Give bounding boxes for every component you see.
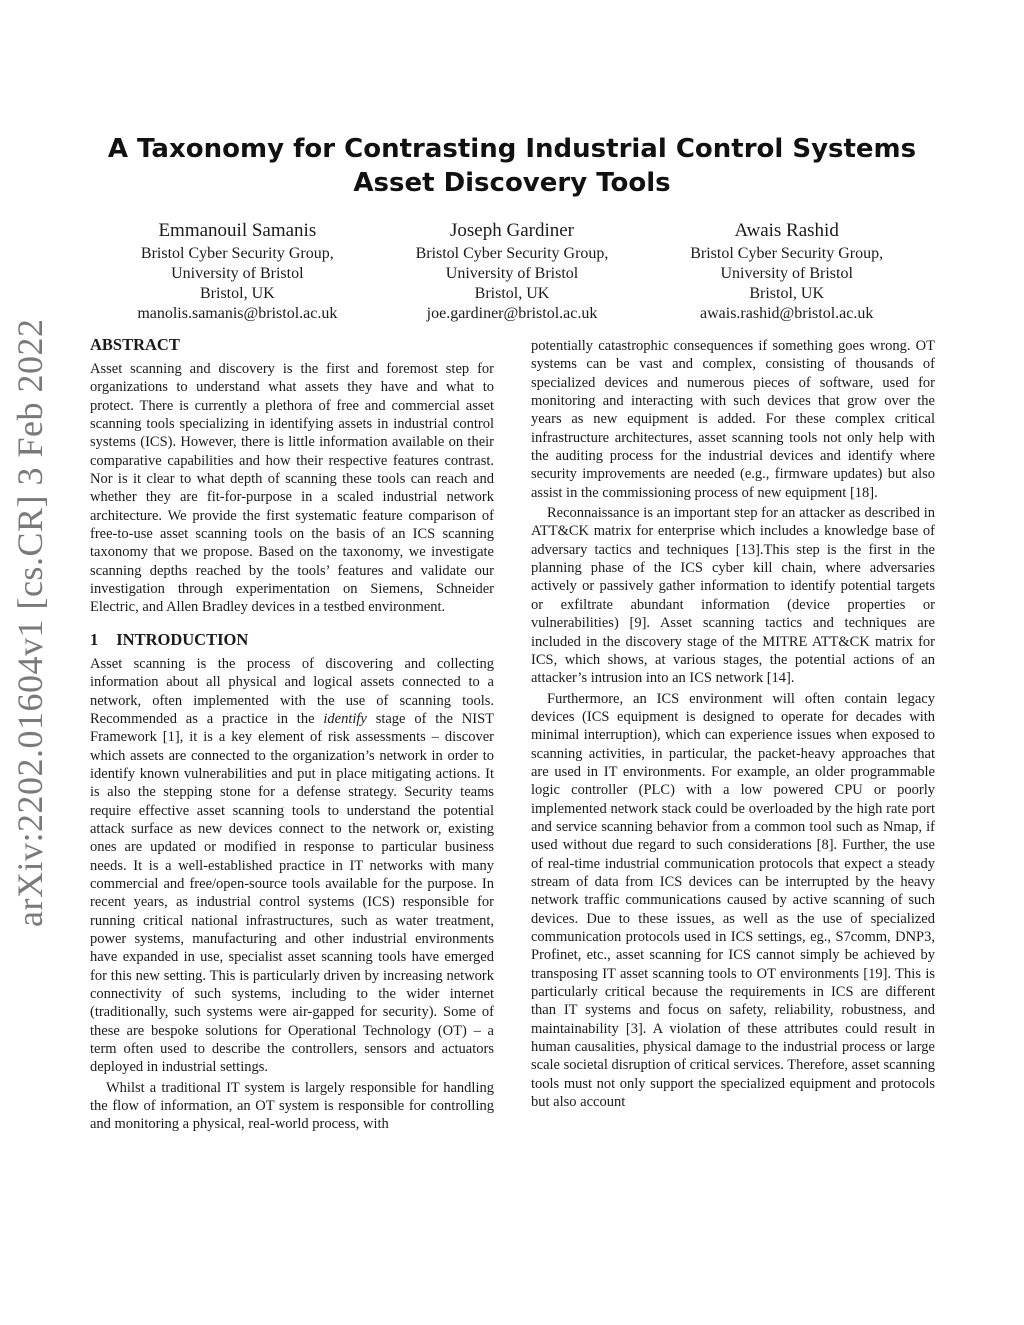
author-location: Bristol, UK [200,285,275,302]
author-university: University of Bristol [445,265,579,282]
intro-paragraph-1-part-b: stage of the NIST Framework [1], it is a key element of risk assessments – discover which assets are connected to the organization’s network in order to identify known vulnerabilities and put in place mitigating actions. It is also the stepping stone for a defense strategy. Security teams require effective asset scanning tools to understand the potential attack surface as new devices connect to the network or, existing ones are updated or modified in response to particular business needs. It is a well-established practice in IT networks with many commercial and free/open-source tools available for the purpose. In recent years, as industrial control systems (ICS) responsible for running critical national infrastructures, such as water treatment, power systems, manufacturing and other industrial environments have expanded in use, specialist asset scanning tools have emerged for this new setting. This is particularly driven by increasing network connectivity of such systems, including to the wider internet (traditionally, such systems were air-gapped for security). Some of these are bespoke solutions for Operational Technology (OT) – a term often used to describe the controllers, sensors and actuators deployed in industrial settings. [90,710,494,1076]
section-number: 1 [90,629,99,649]
intro-paragraph-1-part-a: Asset scanning is the process of discovering and collecting information about all physical and logical assets connected to a network, often implemented with the use of scanning tools. Recommended as a practice in the [90,655,494,727]
author-1 [100,218,375,324]
identify-emphasis: identify [323,710,367,727]
abstract-heading: ABSTRACT [90,335,180,354]
left-column [90,334,494,1134]
author-name: Joseph Gardiner [450,220,574,241]
intro-paragraph-4: Reconnaissance is an important step for an attacker as described in ATT&CK matrix for enterprise which includes a knowledge base of adversary tactics and techniques [13].This step is the first in the planning phase of the ICS cyber kill chain, where adversaries actively or passively gather information to identify potential targets or exfiltrate abundant information (device properties or vulnerabilities) [9]. Asset scanning tactics and techniques are included in the discovery stage of the MITRE ATT&CK matrix for ICS, which shows, at various stages, the potential actions of an attacker’s intrusion into an ICS network [14]. [531,505,935,687]
intro-paragraph-3: potentially catastrophic consequences if something goes wrong. OT systems can be vast and complex, consisting of thousands of specialized devices and numerous pieces of software, used for monitoring and interacting with such devices that grow over the years as new equipment is added. For these complex critical infrastructure architectures, asset scanning tools not only help with the auditing process for the industrial devices and identify where security improvements are needed (e.g., firmware updates) but also assist in the commissioning process of new equipment [18]. [531,338,935,501]
author-3 [649,218,924,324]
author-location: Bristol, UK [474,285,550,302]
author-email: manolis.samanis@bristol.ac.uk [137,305,338,322]
author-location: Bristol, UK [749,285,825,302]
author-group: Bristol Cyber Security Group, [415,245,609,262]
introduction-heading [90,629,494,651]
paper-title: A Taxonomy for Contrasting Industrial Control Systems Asset Discovery Tools [107,134,917,198]
author-name: Awais Rashid [734,220,839,241]
author-email: joe.gardiner@bristol.ac.uk [426,305,598,322]
right-column [531,337,935,1111]
author-name: Emmanouil Samanis [158,220,317,241]
intro-paragraph-5: Furthermore, an ICS environment will often contain legacy devices (ICS equipment is designed to operate for decades with minimal interruption), which can experience issues when exposed to scanning activities, in particular, the packet-heavy approaches that are used in IT environments. For example, an older programmable logic controller (PLC) with a low powered CPU or poorly implemented network stack could be overloaded by the high rate port and service scanning behavior from a common tool such as Nmap, if used without due regard to such considerations [8]. Further, the use of real-time industrial communication protocols that expect a steady stream of data from ICS devices can be interrupted by the heavy network traffic communications caused by active scanning of such devices. Due to these issues, as well as the use of specialized communication protocols used in ICS settings, eg., S7comm, DNP3, Profinet, etc., asset scanning for ICS cannot simply be achieved by transposing IT asset scanning tools to OT environments [19]. This is particularly critical because the requirements in ICS are different than IT systems and focus on safety, reliability, robustness, and maintainability [3]. A violation of these attributes could result in human causalities, physical damage to the industrial process or large scale societal disruption of critical services. Therefore, asset scanning tools must not only support the specialized equipment and protocols but also account [531,690,935,1111]
abstract-text: Asset scanning and discovery is the first and foremost step for organizations to understand what assets they have and what to protect. There is currently a plethora of free and commercial asset scanning tools specializing in identifying assets in industrial control systems (ICS). However, there is little information available on their comparative capabilities and how their respective features contrast. Nor is it clear to what depth of scanning these tools can reach and whether they are fit-for-purpose in a scaled industrial network architecture. We provide the first systematic feature comparison of free-to-use asset scanning tools on the basis of an ICS scanning taxonomy that we propose. Based on the taxonomy, we investigate scanning depths reached by the tools’ features and validate our investigation through experimentation on Siemens, Schneider Electric, and Allen Bradley devices in a testbed environment. [90,361,494,616]
author-group: Bristol Cyber Security Group, [140,245,334,262]
author-university: University of Bristol [171,265,304,282]
intro-paragraph-1 [90,655,494,1077]
section-title: INTRODUCTION [116,629,249,649]
author-block [100,218,924,324]
author-university: University of Bristol [720,265,853,282]
author-email: awais.rashid@bristol.ac.uk [700,305,874,322]
intro-paragraph-2: Whilst a traditional IT system is largely responsible for handling the flow of information, an OT system is responsible for controlling and monitoring a physical, real-world process, with [90,1079,494,1133]
author-2 [375,218,650,324]
author-group: Bristol Cyber Security Group, [690,245,884,262]
arxiv-identifier-stamp: arXiv:2202.01604v1 [cs.CR] 3 Feb 2022 [10,318,50,927]
